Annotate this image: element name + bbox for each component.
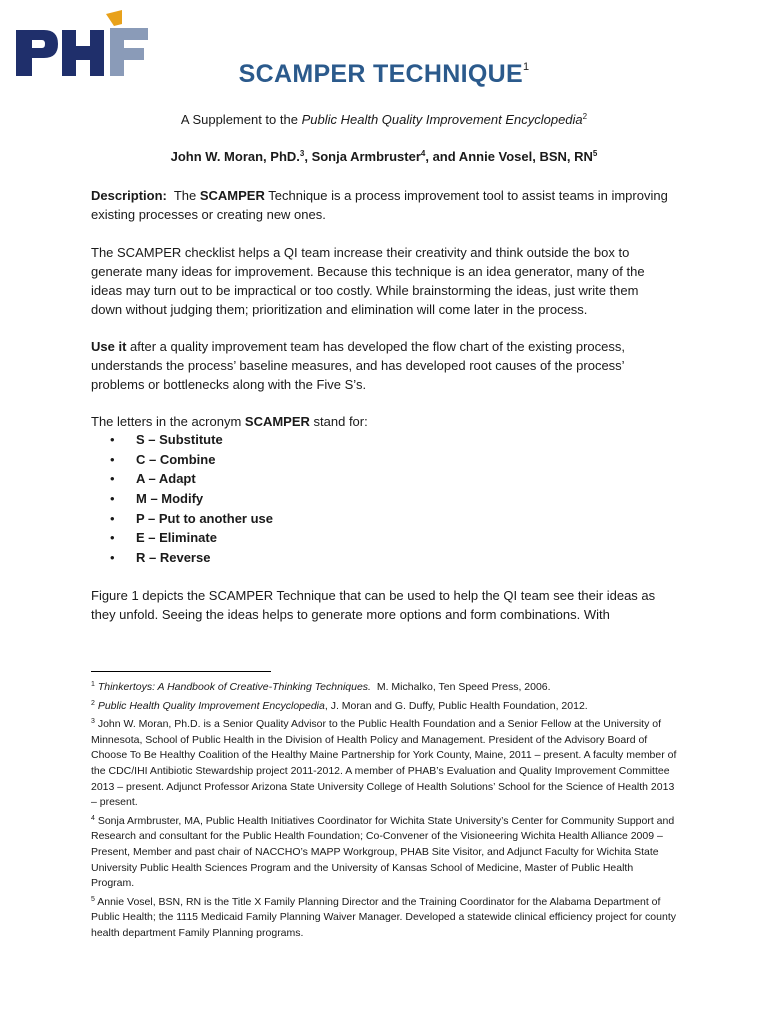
author-3: , and Annie Vosel, BSN, RN (425, 149, 593, 164)
footnotes (91, 677, 677, 942)
checklist-paragraph: The SCAMPER checklist helps a QI team increase their creativity and think outside the box to generate many ideas for improvement. Because this technique is an idea generator, many of the ideas may turn out to be impractical or too costly. While brainstorming the ideas, just write them down without judging them; prioritization and elimination will come later in the process. (91, 245, 645, 317)
list-item (110, 489, 273, 509)
footnote-text: John W. Moran, Ph.D. is a Senior Quality Advisor to the Public Health Foundation and a Senior Fellow at the University of Minnesota, School of Public Health in the Division of Health Policy and Management. President of the Advisory Board of Choose To Be Healthy Coalition of the Healthy Maine Partnership for York County, Maine, 2011 – present. A faculty member of the CDC/IHI Antibiotic Stewardship project 2011-2012. A member of PHAB’s Evaluation and Quality Improvement Committee 2013 – present. Adjunct Professor Arizona State University College of Health Solutions’ School for the Science of Health 2013 – present. (91, 718, 677, 809)
list-item (110, 509, 273, 529)
footnote-1 (91, 677, 677, 696)
description-bold: SCAMPER (199, 188, 265, 203)
footnote-3 (91, 714, 677, 811)
use-it-label: Use it (91, 339, 127, 354)
footnote-divider (91, 671, 271, 672)
subtitle (0, 112, 768, 127)
bullet-icon: • (110, 530, 115, 546)
footnote-number: 2 (91, 699, 95, 707)
footnote-number: 1 (91, 681, 95, 688)
subtitle-prefix: A Supplement to the (180, 112, 302, 127)
list-item (110, 548, 273, 568)
list-item (110, 469, 273, 489)
description-rest: Technique is a process improvement tool to assist teams in improving existing processes or creating new ones. (91, 188, 668, 222)
author-1: John W. Moran, PhD. (170, 149, 300, 164)
list-item (110, 528, 273, 548)
subtitle-footnote-ref: 2 (582, 112, 588, 121)
footnote-4 (91, 811, 677, 892)
document-title (0, 60, 768, 89)
bullet-icon: • (110, 432, 115, 447)
list-item-text: M – Modify (136, 491, 204, 507)
list-item (110, 430, 273, 450)
list-item-text: R – Reverse (136, 550, 211, 566)
footnote-5 (91, 892, 677, 942)
title-text: SCAMPER TECHNIQUE (238, 60, 523, 88)
figure-paragraph: Figure 1 depicts the SCAMPER Technique that can be used to help the QI team see their ideas as they unfold. Seeing the ideas helps to generate more options and form combinations. With (91, 588, 656, 622)
footnote-number: 3 (91, 718, 95, 726)
use-it-rest: after a quality improvement team has developed the flow chart of the existing process, understands the process’ baseline measures, and has developed root causes of the process’ problems or bottlenecks along with the Five S’s. (91, 339, 626, 392)
use-it-paragraph (91, 337, 671, 394)
bullet-icon: • (110, 451, 115, 467)
author-3-ref: 5 (592, 149, 598, 158)
footnote-text: , J. Moran and G. Duffy, Public Health Foundation, 2012. (324, 699, 588, 712)
letters-intro (91, 412, 671, 431)
description-label: Description: (91, 188, 167, 203)
author-1-ref: 3 (299, 149, 305, 158)
footnote-number: 4 (91, 814, 95, 822)
footnote-text: M. Michalko, Ten Speed Press, 2006. (370, 681, 551, 693)
footnote-text: Sonja Armbruster, MA, Public Health Initiatives Coordinator for Wichita State University’s Center for Community Support and Research and consultant for the Public Health Foundation; Co-Convener of the Visioneering Wichita Health Alliance 2009 – Present, Member and past chair of NACCHO’s MAPP Workgroup, PHAB Site Visitor, and Adjunct Faculty for Wichita State University Public Health Sciences Program and the University of Kansas School of Medicine, Master of Public Health Program. (91, 814, 675, 890)
list-item-text: S – Substitute (136, 432, 223, 447)
subtitle-italic: Public Health Quality Improvement Encyclopedia (301, 112, 583, 127)
authors-line (0, 149, 768, 164)
letters-intro-bold: SCAMPER (244, 414, 310, 429)
list-item-text: E – Eliminate (136, 530, 217, 546)
footnote-2 (91, 696, 677, 715)
letters-intro-pre: The letters in the acronym (91, 414, 245, 429)
list-item-text: A – Adapt (136, 471, 196, 487)
list-item (110, 450, 273, 470)
bullet-icon: • (110, 550, 115, 566)
footnote-number: 5 (91, 895, 95, 903)
footnote-italic: Thinkertoys: A Handbook of Creative-Thinking Techniques. (97, 681, 371, 693)
author-2-ref: 4 (420, 149, 426, 158)
bullet-icon: • (110, 491, 115, 507)
list-item-text: P – Put to another use (136, 510, 274, 526)
description-pre: The (166, 188, 200, 203)
title-footnote-ref: 1 (522, 61, 530, 73)
list-item-text: C – Combine (136, 451, 216, 467)
bullet-icon: • (110, 510, 115, 526)
author-2: , Sonja Armbruster (304, 149, 421, 164)
footnote-italic: Public Health Quality Improvement Encyclopedia (97, 699, 325, 712)
footnote-text: Annie Vosel, BSN, RN is the Title X Family Planning Director and the Training Coordinator for the Alabama Department of Public Health; the 1115 Medicaid Family Planning Waiver Manager. Developed a statewide clinical efficiency project for county health department Family Planning programs. (91, 895, 676, 939)
description-paragraph (91, 186, 671, 224)
letters-intro-post: stand for: (309, 414, 368, 429)
scamper-list (110, 430, 273, 568)
bullet-icon: • (110, 471, 115, 487)
